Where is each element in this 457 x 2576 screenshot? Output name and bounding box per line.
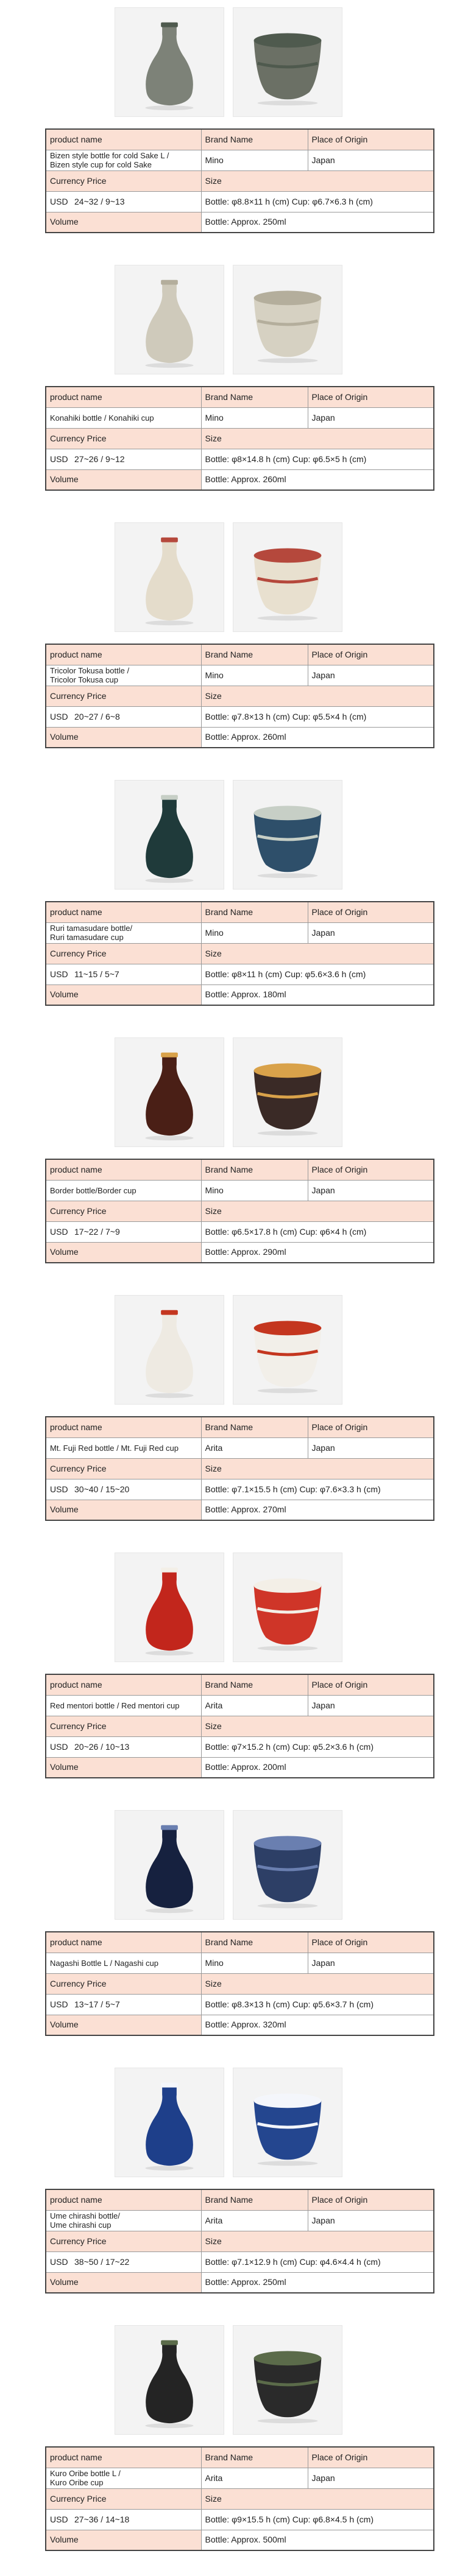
product-name-label: product name bbox=[46, 1674, 201, 1695]
bottle-illustration bbox=[115, 1296, 224, 1404]
product-name-line-1: Konahiki bottle / Konahiki cup bbox=[50, 413, 154, 423]
product-listing-6 bbox=[0, 1288, 457, 1545]
price-value bbox=[46, 1736, 201, 1757]
price-range: 30~40 / 15~20 bbox=[74, 1484, 130, 1494]
volume-label: Volume bbox=[46, 984, 201, 1005]
origin-value: Japan bbox=[308, 2210, 434, 2231]
product-photos bbox=[115, 2325, 342, 2435]
spec-table bbox=[45, 386, 434, 491]
price-value bbox=[46, 1479, 201, 1500]
brand-name-label: Brand Name bbox=[201, 1417, 308, 1437]
volume-label: Volume bbox=[46, 1500, 201, 1520]
currency-price-label: Currency Price bbox=[46, 686, 201, 706]
product-name-label: product name bbox=[46, 1932, 201, 1953]
product-listing-3 bbox=[0, 515, 457, 773]
spec-price-row bbox=[46, 2509, 434, 2530]
cup-illustration bbox=[233, 8, 342, 116]
spec-table bbox=[45, 1416, 434, 1521]
brand-name-label: Brand Name bbox=[201, 1932, 308, 1953]
spec-price-header-row bbox=[46, 2488, 434, 2509]
product-name-value bbox=[46, 665, 201, 686]
spec-volume-row bbox=[46, 727, 434, 748]
product-name-label: product name bbox=[46, 1159, 201, 1180]
bottle-illustration bbox=[115, 523, 224, 631]
spec-price-header-row bbox=[46, 943, 434, 964]
spec-header-row bbox=[46, 2189, 434, 2210]
bottle-illustration bbox=[115, 1811, 224, 1919]
bottle-photo bbox=[115, 522, 224, 632]
spec-price-header-row bbox=[46, 1201, 434, 1221]
spec-name-row bbox=[46, 1953, 434, 1973]
spec-volume-row bbox=[46, 1242, 434, 1263]
product-photos bbox=[115, 1553, 342, 1662]
currency-price-label: Currency Price bbox=[46, 2231, 201, 2251]
spec-price-header-row bbox=[46, 428, 434, 449]
product-name-line-2: Tricolor Tokusa cup bbox=[50, 675, 118, 684]
place-of-origin-label: Place of Origin bbox=[308, 1159, 434, 1180]
spec-price-row bbox=[46, 1479, 434, 1500]
product-name-label: product name bbox=[46, 902, 201, 922]
brand-name-label: Brand Name bbox=[201, 1159, 308, 1180]
bottle-illustration bbox=[115, 2068, 224, 2177]
spec-name-row bbox=[46, 2210, 434, 2231]
product-name-line-1: Mt. Fuji Red bottle / Mt. Fuji Red cup bbox=[50, 1443, 179, 1453]
product-name-line-1: Bizen style bottle for cold Sake L / bbox=[50, 151, 169, 160]
product-name-line-1: Red mentori bottle / Red mentori cup bbox=[50, 1700, 180, 1710]
currency-code: USD bbox=[50, 711, 68, 721]
cup-illustration bbox=[233, 2068, 342, 2177]
product-name-label: product name bbox=[46, 644, 201, 665]
size-value: Bottle: φ7×15.2 h (cm) Cup: φ5.2×3.6 h (cm) bbox=[201, 1736, 434, 1757]
currency-code: USD bbox=[50, 2514, 68, 2524]
volume-label: Volume bbox=[46, 469, 201, 490]
product-name-label: product name bbox=[46, 2447, 201, 2468]
price-range: 13~17 / 5~7 bbox=[74, 1999, 120, 2009]
bottle-photo bbox=[115, 780, 224, 890]
bottle-illustration bbox=[115, 2326, 224, 2434]
spec-price-header-row bbox=[46, 2231, 434, 2251]
brand-name-label: Brand Name bbox=[201, 2447, 308, 2468]
brand-name-label: Brand Name bbox=[201, 644, 308, 665]
cup-photo bbox=[233, 1810, 342, 1920]
product-name-value bbox=[46, 1180, 201, 1201]
brand-value: Arita bbox=[201, 2468, 308, 2488]
bottle-photo bbox=[115, 2325, 224, 2435]
place-of-origin-label: Place of Origin bbox=[308, 1417, 434, 1437]
product-name-label: product name bbox=[46, 1417, 201, 1437]
cup-photo bbox=[233, 2325, 342, 2435]
volume-label: Volume bbox=[46, 212, 201, 233]
spec-header-row bbox=[46, 1674, 434, 1695]
size-label: Size bbox=[201, 943, 434, 964]
currency-price-label: Currency Price bbox=[46, 1201, 201, 1221]
origin-value: Japan bbox=[308, 922, 434, 943]
brand-name-label: Brand Name bbox=[201, 902, 308, 922]
brand-value: Arita bbox=[201, 2210, 308, 2231]
currency-code: USD bbox=[50, 454, 68, 464]
price-range: 24~32 / 9~13 bbox=[74, 196, 125, 206]
spec-name-row bbox=[46, 2468, 434, 2488]
size-label: Size bbox=[201, 428, 434, 449]
brand-name-label: Brand Name bbox=[201, 387, 308, 407]
product-name-value bbox=[46, 2468, 201, 2488]
brand-value: Mino bbox=[201, 1180, 308, 1201]
product-name-value bbox=[46, 2210, 201, 2231]
spec-header-row bbox=[46, 2447, 434, 2468]
product-name-line-1: Border bottle/Border cup bbox=[50, 1185, 136, 1195]
cup-illustration bbox=[233, 1296, 342, 1404]
bottle-illustration bbox=[115, 8, 224, 116]
place-of-origin-label: Place of Origin bbox=[308, 644, 434, 665]
size-label: Size bbox=[201, 2231, 434, 2251]
bottle-illustration bbox=[115, 265, 224, 374]
spec-volume-row bbox=[46, 2530, 434, 2550]
spec-name-row bbox=[46, 922, 434, 943]
spec-volume-row bbox=[46, 2272, 434, 2293]
cup-photo bbox=[233, 7, 342, 117]
product-listing-8 bbox=[0, 1803, 457, 2060]
brand-name-label: Brand Name bbox=[201, 1674, 308, 1695]
cup-illustration bbox=[233, 1038, 342, 1146]
volume-value: Bottle: Approx. 500ml bbox=[201, 2530, 434, 2550]
spec-table bbox=[45, 1931, 434, 2036]
price-range: 27~36 / 14~18 bbox=[74, 2514, 130, 2524]
spec-price-header-row bbox=[46, 170, 434, 191]
spec-table bbox=[45, 1674, 434, 1778]
currency-code: USD bbox=[50, 1999, 68, 2009]
price-range: 20~26 / 10~13 bbox=[74, 1741, 130, 1752]
spec-price-header-row bbox=[46, 686, 434, 706]
bottle-photo bbox=[115, 2068, 224, 2177]
bottle-illustration bbox=[115, 1038, 224, 1146]
volume-value: Bottle: Approx. 180ml bbox=[201, 984, 434, 1005]
cup-photo bbox=[233, 265, 342, 374]
brand-value: Arita bbox=[201, 1695, 308, 1716]
spec-price-row bbox=[46, 964, 434, 984]
brand-value: Mino bbox=[201, 665, 308, 686]
currency-code: USD bbox=[50, 1226, 68, 1237]
currency-price-label: Currency Price bbox=[46, 1973, 201, 1994]
spec-header-row bbox=[46, 1932, 434, 1953]
size-label: Size bbox=[201, 686, 434, 706]
product-photos bbox=[115, 265, 342, 374]
product-name-line-1: Nagashi Bottle L / Nagashi cup bbox=[50, 1958, 159, 1968]
volume-label: Volume bbox=[46, 1757, 201, 1778]
volume-value: Bottle: Approx. 200ml bbox=[201, 1757, 434, 1778]
spec-header-row bbox=[46, 1417, 434, 1437]
brand-name-label: Brand Name bbox=[201, 129, 308, 150]
product-name-line-1: Ruri tamasudare bottle/ bbox=[50, 924, 133, 933]
bottle-photo bbox=[115, 1553, 224, 1662]
spec-name-row bbox=[46, 1437, 434, 1458]
spec-volume-row bbox=[46, 2015, 434, 2035]
size-label: Size bbox=[201, 1201, 434, 1221]
spec-price-row bbox=[46, 1221, 434, 1242]
price-range: 38~50 / 17~22 bbox=[74, 2256, 130, 2267]
size-label: Size bbox=[201, 170, 434, 191]
product-name-line-1: Tricolor Tokusa bottle / bbox=[50, 666, 130, 675]
product-photos bbox=[115, 7, 342, 117]
spec-table bbox=[45, 2446, 434, 2551]
spec-table bbox=[45, 901, 434, 1006]
cup-photo bbox=[233, 1295, 342, 1405]
spec-volume-row bbox=[46, 984, 434, 1005]
product-name-value bbox=[46, 1695, 201, 1716]
place-of-origin-label: Place of Origin bbox=[308, 2189, 434, 2210]
bottle-photo bbox=[115, 1295, 224, 1405]
size-value: Bottle: φ9×15.5 h (cm) Cup: φ6.8×4.5 h (cm) bbox=[201, 2509, 434, 2530]
product-name-label: product name bbox=[46, 387, 201, 407]
cup-photo bbox=[233, 1553, 342, 1662]
place-of-origin-label: Place of Origin bbox=[308, 387, 434, 407]
spec-name-row bbox=[46, 150, 434, 170]
price-value bbox=[46, 706, 201, 727]
volume-value: Bottle: Approx. 260ml bbox=[201, 469, 434, 490]
cup-photo bbox=[233, 1037, 342, 1147]
cup-illustration bbox=[233, 523, 342, 631]
place-of-origin-label: Place of Origin bbox=[308, 129, 434, 150]
spec-volume-row bbox=[46, 469, 434, 490]
spec-price-row bbox=[46, 1736, 434, 1757]
spec-name-row bbox=[46, 1180, 434, 1201]
cup-illustration bbox=[233, 1811, 342, 1919]
spec-price-row bbox=[46, 2251, 434, 2272]
product-listing-1 bbox=[0, 0, 457, 258]
size-label: Size bbox=[201, 1973, 434, 1994]
price-value bbox=[46, 2251, 201, 2272]
spec-table bbox=[45, 128, 434, 233]
bottle-illustration bbox=[115, 1553, 224, 1662]
size-value: Bottle: φ8.3×13 h (cm) Cup: φ5.6×3.7 h (cm) bbox=[201, 1994, 434, 2015]
product-photos bbox=[115, 780, 342, 890]
volume-value: Bottle: Approx. 290ml bbox=[201, 1242, 434, 1263]
currency-code: USD bbox=[50, 196, 68, 206]
place-of-origin-label: Place of Origin bbox=[308, 2447, 434, 2468]
spec-table bbox=[45, 644, 434, 748]
volume-label: Volume bbox=[46, 727, 201, 748]
size-value: Bottle: φ7.1×12.9 h (cm) Cup: φ4.6×4.4 h (cm) bbox=[201, 2251, 434, 2272]
cup-photo bbox=[233, 780, 342, 890]
product-name-label: product name bbox=[46, 129, 201, 150]
brand-name-label: Brand Name bbox=[201, 2189, 308, 2210]
spec-name-row bbox=[46, 1695, 434, 1716]
product-listing-4 bbox=[0, 773, 457, 1030]
size-label: Size bbox=[201, 2488, 434, 2509]
size-value: Bottle: φ7.1×15.5 h (cm) Cup: φ7.6×3.3 h (cm) bbox=[201, 1479, 434, 1500]
currency-price-label: Currency Price bbox=[46, 1716, 201, 1736]
brand-value: Mino bbox=[201, 150, 308, 170]
product-name-value bbox=[46, 922, 201, 943]
place-of-origin-label: Place of Origin bbox=[308, 902, 434, 922]
spec-price-header-row bbox=[46, 1716, 434, 1736]
brand-value: Mino bbox=[201, 407, 308, 428]
bottle-photo bbox=[115, 1810, 224, 1920]
bottle-illustration bbox=[115, 781, 224, 889]
bottle-photo bbox=[115, 265, 224, 374]
spec-table bbox=[45, 2189, 434, 2293]
origin-value: Japan bbox=[308, 665, 434, 686]
spec-volume-row bbox=[46, 1757, 434, 1778]
spec-header-row bbox=[46, 1159, 434, 1180]
spec-price-row bbox=[46, 449, 434, 469]
currency-price-label: Currency Price bbox=[46, 170, 201, 191]
volume-value: Bottle: Approx. 320ml bbox=[201, 2015, 434, 2035]
spec-price-row bbox=[46, 191, 434, 212]
spec-price-header-row bbox=[46, 1458, 434, 1479]
price-range: 20~27 / 6~8 bbox=[74, 711, 120, 721]
size-value: Bottle: φ8×14.8 h (cm) Cup: φ6.5×5 h (cm) bbox=[201, 449, 434, 469]
currency-price-label: Currency Price bbox=[46, 428, 201, 449]
spec-name-row bbox=[46, 665, 434, 686]
cup-photo bbox=[233, 2068, 342, 2177]
price-value bbox=[46, 449, 201, 469]
volume-value: Bottle: Approx. 250ml bbox=[201, 2272, 434, 2293]
volume-value: Bottle: Approx. 260ml bbox=[201, 727, 434, 748]
currency-code: USD bbox=[50, 1741, 68, 1752]
price-range: 17~22 / 7~9 bbox=[74, 1226, 120, 1237]
product-photos bbox=[115, 1295, 342, 1405]
origin-value: Japan bbox=[308, 1180, 434, 1201]
currency-price-label: Currency Price bbox=[46, 2488, 201, 2509]
cup-illustration bbox=[233, 265, 342, 374]
spec-header-row bbox=[46, 644, 434, 665]
product-name-value bbox=[46, 407, 201, 428]
price-value bbox=[46, 1994, 201, 2015]
origin-value: Japan bbox=[308, 1953, 434, 1973]
place-of-origin-label: Place of Origin bbox=[308, 1932, 434, 1953]
price-value bbox=[46, 1221, 201, 1242]
currency-code: USD bbox=[50, 1484, 68, 1494]
cup-illustration bbox=[233, 1553, 342, 1662]
spec-header-row bbox=[46, 902, 434, 922]
product-listing-2 bbox=[0, 258, 457, 515]
origin-value: Japan bbox=[308, 150, 434, 170]
product-name-line-1: Ume chirashi bottle/ bbox=[50, 2211, 120, 2220]
origin-value: Japan bbox=[308, 407, 434, 428]
spec-header-row bbox=[46, 129, 434, 150]
price-value bbox=[46, 2509, 201, 2530]
brand-value: Mino bbox=[201, 922, 308, 943]
product-listing-5 bbox=[0, 1030, 457, 1288]
origin-value: Japan bbox=[308, 2468, 434, 2488]
currency-code: USD bbox=[50, 2256, 68, 2267]
spec-volume-row bbox=[46, 212, 434, 233]
product-name-value bbox=[46, 150, 201, 170]
product-name-line-2: Kuro Oribe cup bbox=[50, 2478, 104, 2487]
spec-volume-row bbox=[46, 1500, 434, 1520]
currency-price-label: Currency Price bbox=[46, 1458, 201, 1479]
price-range: 27~26 / 9~12 bbox=[74, 454, 125, 464]
product-listing-9 bbox=[0, 2060, 457, 2318]
size-value: Bottle: φ8×11 h (cm) Cup: φ5.6×3.6 h (cm) bbox=[201, 964, 434, 984]
cup-illustration bbox=[233, 781, 342, 889]
product-listing-10 bbox=[0, 2318, 457, 2575]
product-photos bbox=[115, 522, 342, 632]
bottle-photo bbox=[115, 7, 224, 117]
volume-label: Volume bbox=[46, 2530, 201, 2550]
product-listing-7 bbox=[0, 1545, 457, 1803]
size-label: Size bbox=[201, 1716, 434, 1736]
product-photos bbox=[115, 1810, 342, 1920]
product-name-value bbox=[46, 1953, 201, 1973]
volume-label: Volume bbox=[46, 2272, 201, 2293]
volume-label: Volume bbox=[46, 1242, 201, 1263]
spec-price-row bbox=[46, 1994, 434, 2015]
currency-price-label: Currency Price bbox=[46, 943, 201, 964]
cup-photo bbox=[233, 522, 342, 632]
currency-code: USD bbox=[50, 969, 68, 979]
product-name-value bbox=[46, 1437, 201, 1458]
volume-value: Bottle: Approx. 250ml bbox=[201, 212, 434, 233]
product-photos bbox=[115, 2068, 342, 2177]
product-name-line-1: Kuro Oribe bottle L / bbox=[50, 2469, 121, 2478]
product-name-line-2: Bizen style cup for cold Sake bbox=[50, 160, 152, 169]
place-of-origin-label: Place of Origin bbox=[308, 1674, 434, 1695]
size-value: Bottle: φ6.5×17.8 h (cm) Cup: φ6×4 h (cm) bbox=[201, 1221, 434, 1242]
size-value: Bottle: φ8.8×11 h (cm) Cup: φ6.7×6.3 h (cm) bbox=[201, 191, 434, 212]
volume-label: Volume bbox=[46, 2015, 201, 2035]
brand-value: Mino bbox=[201, 1953, 308, 1973]
volume-value: Bottle: Approx. 270ml bbox=[201, 1500, 434, 1520]
cup-illustration bbox=[233, 2326, 342, 2434]
spec-name-row bbox=[46, 407, 434, 428]
spec-price-row bbox=[46, 706, 434, 727]
price-range: 11~15 / 5~7 bbox=[74, 969, 119, 979]
price-value bbox=[46, 964, 201, 984]
bottle-photo bbox=[115, 1037, 224, 1147]
product-name-label: product name bbox=[46, 2189, 201, 2210]
origin-value: Japan bbox=[308, 1695, 434, 1716]
product-name-line-2: Ruri tamasudare cup bbox=[50, 933, 124, 942]
spec-header-row bbox=[46, 387, 434, 407]
spec-table bbox=[45, 1159, 434, 1263]
size-label: Size bbox=[201, 1458, 434, 1479]
origin-value: Japan bbox=[308, 1437, 434, 1458]
brand-value: Arita bbox=[201, 1437, 308, 1458]
product-photos bbox=[115, 1037, 342, 1147]
size-value: Bottle: φ7.8×13 h (cm) Cup: φ5.5×4 h (cm) bbox=[201, 706, 434, 727]
spec-price-header-row bbox=[46, 1973, 434, 1994]
product-name-line-2: Ume chirashi cup bbox=[50, 2220, 112, 2230]
price-value bbox=[46, 191, 201, 212]
